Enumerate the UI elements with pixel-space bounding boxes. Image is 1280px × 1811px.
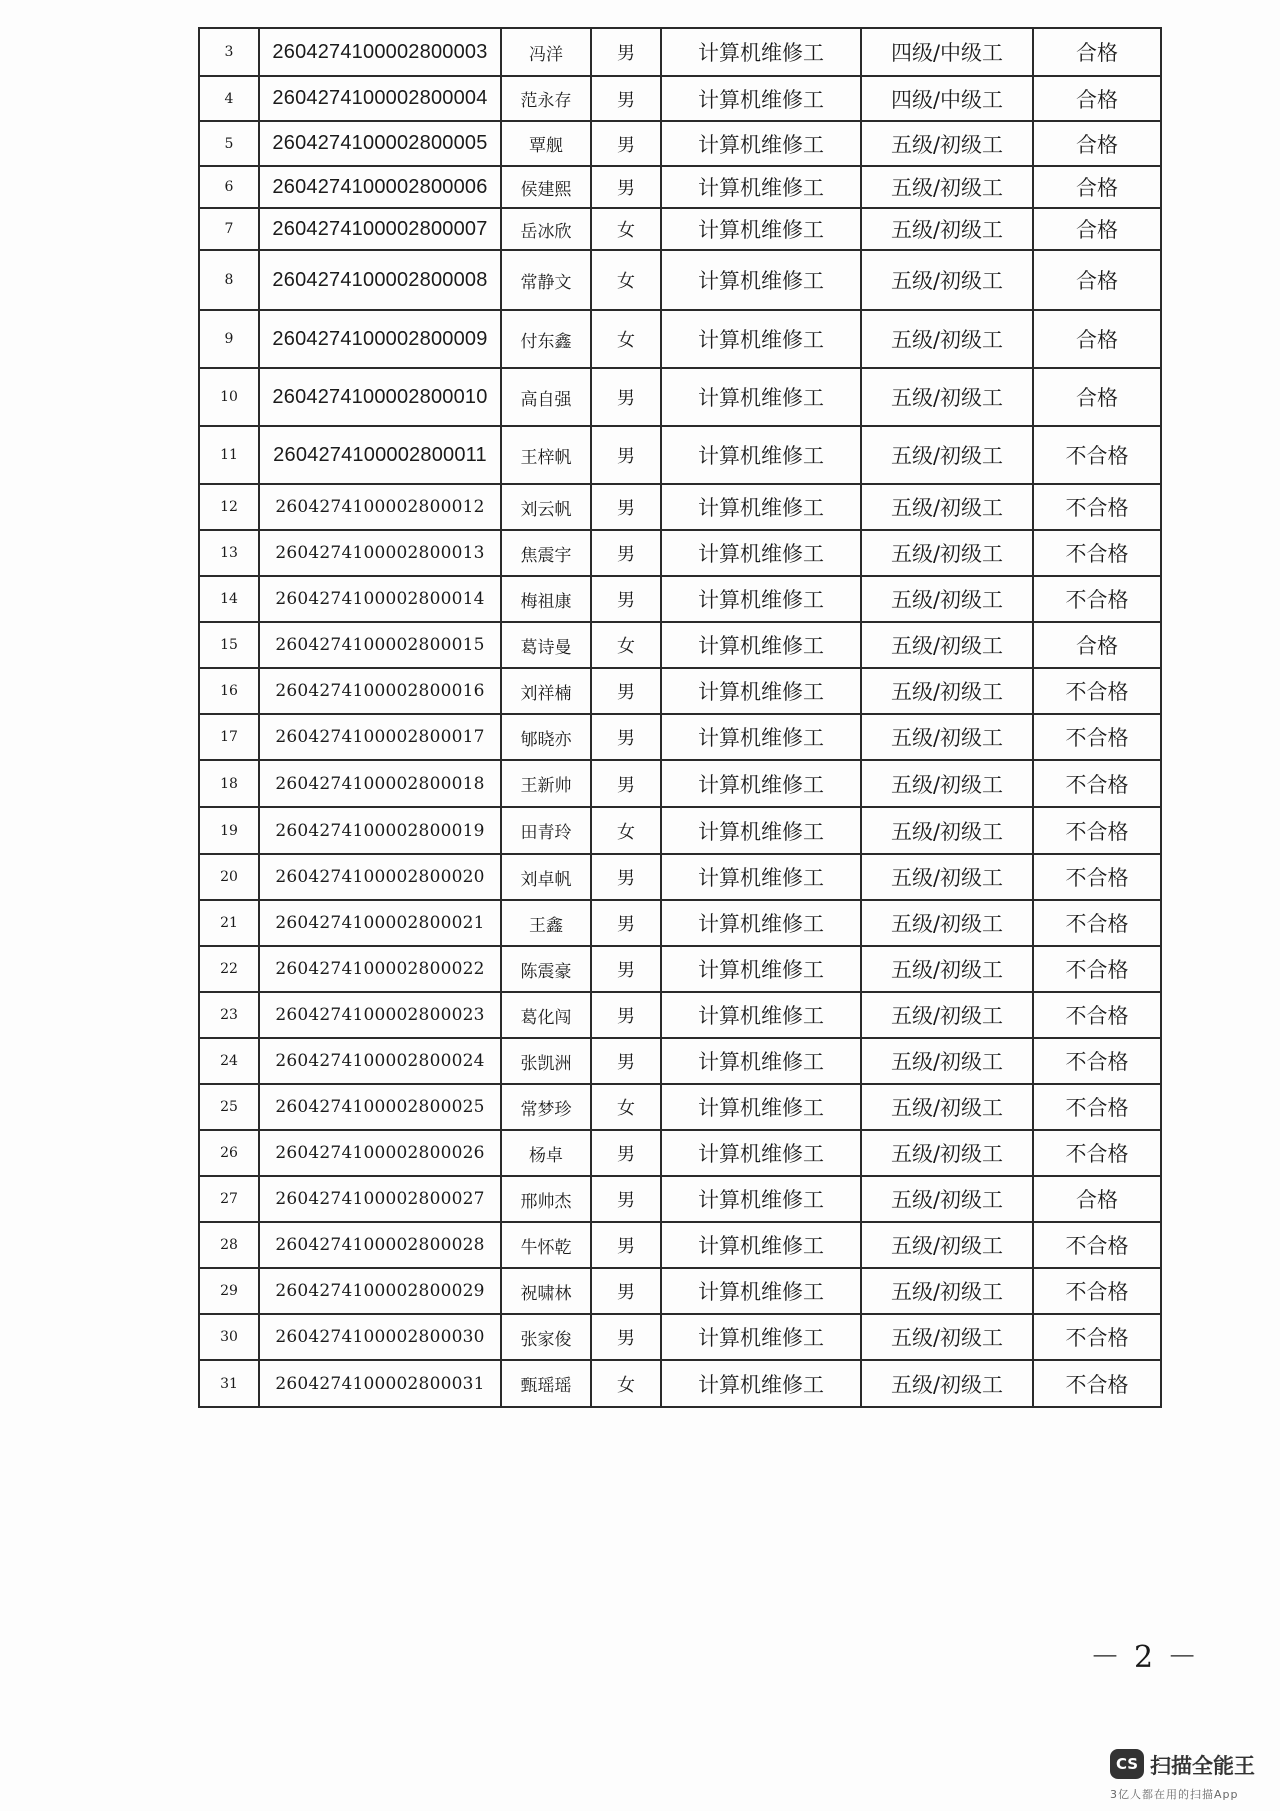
- table-row: [199, 208, 1161, 250]
- skill-level-cell: 五级/初级工: [861, 807, 1033, 854]
- gender-cell: 男: [591, 900, 661, 946]
- table-row: [199, 622, 1161, 668]
- candidate-id-cell: 2604274100002800030: [259, 1314, 501, 1360]
- result-cell: 不合格: [1033, 1314, 1161, 1360]
- row-number-cell: 6: [199, 166, 259, 208]
- candidate-id-cell: 2604274100002800007: [259, 208, 501, 250]
- result-cell: 合格: [1033, 622, 1161, 668]
- skill-level-cell: 五级/初级工: [861, 484, 1033, 530]
- skill-level-cell: 五级/初级工: [861, 426, 1033, 484]
- occupation-cell: 计算机维修工: [661, 1360, 861, 1407]
- occupation-cell: 计算机维修工: [661, 992, 861, 1038]
- result-cell: 不合格: [1033, 668, 1161, 714]
- row-number-cell: 3: [199, 28, 259, 76]
- candidate-id-cell: 2604274100002800016: [259, 668, 501, 714]
- occupation-cell: 计算机维修工: [661, 1130, 861, 1176]
- table-row: [199, 1084, 1161, 1130]
- candidate-name-cell: 焦震宇: [501, 530, 591, 576]
- scanner-watermark: [1110, 1745, 1270, 1805]
- candidate-id-cell: 2604274100002800027: [259, 1176, 501, 1222]
- gender-cell: 男: [591, 426, 661, 484]
- candidate-id-cell: 2604274100002800021: [259, 900, 501, 946]
- table-row: [199, 530, 1161, 576]
- gender-cell: 男: [591, 668, 661, 714]
- occupation-cell: 计算机维修工: [661, 76, 861, 121]
- candidate-name-cell: 王梓帆: [501, 426, 591, 484]
- skill-level-cell: 五级/初级工: [861, 992, 1033, 1038]
- page-number-suffix: －: [1167, 1640, 1212, 1675]
- row-number-cell: 31: [199, 1360, 259, 1407]
- result-cell: 不合格: [1033, 1038, 1161, 1084]
- page-number-prefix: －: [1090, 1640, 1134, 1675]
- candidate-id-cell: 2604274100002800015: [259, 622, 501, 668]
- table-row: [199, 1314, 1161, 1360]
- row-number-cell: 27: [199, 1176, 259, 1222]
- result-cell: 合格: [1033, 121, 1161, 166]
- skill-level-cell: 五级/初级工: [861, 900, 1033, 946]
- candidate-name-cell: 牛怀乾: [501, 1222, 591, 1268]
- occupation-cell: 计算机维修工: [661, 250, 861, 310]
- occupation-cell: 计算机维修工: [661, 121, 861, 166]
- skill-level-cell: 四级/中级工: [861, 76, 1033, 121]
- result-cell: 不合格: [1033, 900, 1161, 946]
- table-row: [199, 250, 1161, 310]
- candidate-name-cell: 郇晓亦: [501, 714, 591, 760]
- candidate-id-cell: 2604274100002800025: [259, 1084, 501, 1130]
- gender-cell: 女: [591, 1084, 661, 1130]
- occupation-cell: 计算机维修工: [661, 900, 861, 946]
- gender-cell: 女: [591, 310, 661, 368]
- gender-cell: 男: [591, 992, 661, 1038]
- result-cell: 不合格: [1033, 426, 1161, 484]
- skill-level-cell: 五级/初级工: [861, 946, 1033, 992]
- candidate-name-cell: 张凯洲: [501, 1038, 591, 1084]
- gender-cell: 男: [591, 484, 661, 530]
- skill-level-cell: 五级/初级工: [861, 854, 1033, 900]
- table-row: [199, 28, 1161, 76]
- skill-level-cell: 五级/初级工: [861, 576, 1033, 622]
- skill-level-cell: 五级/初级工: [861, 250, 1033, 310]
- row-number-cell: 28: [199, 1222, 259, 1268]
- candidate-id-cell: 2604274100002800022: [259, 946, 501, 992]
- occupation-cell: 计算机维修工: [661, 208, 861, 250]
- table-row: [199, 1176, 1161, 1222]
- candidate-id-cell: 2604274100002800029: [259, 1268, 501, 1314]
- row-number-cell: 7: [199, 208, 259, 250]
- occupation-cell: 计算机维修工: [661, 622, 861, 668]
- exam-results-table: [198, 27, 1162, 1408]
- candidate-name-cell: 甄瑶瑶: [501, 1360, 591, 1407]
- table-row: [199, 1222, 1161, 1268]
- candidate-id-cell: 2604274100002800012: [259, 484, 501, 530]
- candidate-id-cell: 2604274100002800006: [259, 166, 501, 208]
- gender-cell: 女: [591, 807, 661, 854]
- result-cell: 不合格: [1033, 714, 1161, 760]
- gender-cell: 男: [591, 576, 661, 622]
- candidate-id-cell: 2604274100002800031: [259, 1360, 501, 1407]
- row-number-cell: 16: [199, 668, 259, 714]
- candidate-id-cell: 2604274100002800024: [259, 1038, 501, 1084]
- table-row: [199, 1130, 1161, 1176]
- result-cell: 合格: [1033, 76, 1161, 121]
- gender-cell: 男: [591, 28, 661, 76]
- table-row: [199, 807, 1161, 854]
- occupation-cell: 计算机维修工: [661, 426, 861, 484]
- table-row: [199, 1038, 1161, 1084]
- row-number-cell: 25: [199, 1084, 259, 1130]
- gender-cell: 男: [591, 166, 661, 208]
- occupation-cell: 计算机维修工: [661, 368, 861, 426]
- row-number-cell: 11: [199, 426, 259, 484]
- gender-cell: 女: [591, 208, 661, 250]
- candidate-id-cell: 2604274100002800018: [259, 760, 501, 807]
- result-cell: 不合格: [1033, 576, 1161, 622]
- skill-level-cell: 五级/初级工: [861, 760, 1033, 807]
- table-row: [199, 992, 1161, 1038]
- skill-level-cell: 五级/初级工: [861, 1268, 1033, 1314]
- page-number: [1090, 1632, 1211, 1676]
- skill-level-cell: 五级/初级工: [861, 166, 1033, 208]
- row-number-cell: 12: [199, 484, 259, 530]
- candidate-id-cell: 2604274100002800023: [259, 992, 501, 1038]
- occupation-cell: 计算机维修工: [661, 166, 861, 208]
- table-row: [199, 166, 1161, 208]
- skill-level-cell: 四级/中级工: [861, 28, 1033, 76]
- occupation-cell: 计算机维修工: [661, 760, 861, 807]
- gender-cell: 男: [591, 1222, 661, 1268]
- result-cell: 不合格: [1033, 1222, 1161, 1268]
- candidate-id-cell: 2604274100002800003: [259, 28, 501, 76]
- row-number-cell: 26: [199, 1130, 259, 1176]
- skill-level-cell: 五级/初级工: [861, 310, 1033, 368]
- candidate-name-cell: 刘祥楠: [501, 668, 591, 714]
- occupation-cell: 计算机维修工: [661, 807, 861, 854]
- gender-cell: 女: [591, 1360, 661, 1407]
- occupation-cell: 计算机维修工: [661, 530, 861, 576]
- skill-level-cell: 五级/初级工: [861, 1038, 1033, 1084]
- candidate-name-cell: 付东鑫: [501, 310, 591, 368]
- candidate-name-cell: 覃舰: [501, 121, 591, 166]
- gender-cell: 男: [591, 1130, 661, 1176]
- row-number-cell: 18: [199, 760, 259, 807]
- table-row: [199, 76, 1161, 121]
- skill-level-cell: 五级/初级工: [861, 1176, 1033, 1222]
- candidate-name-cell: 高自强: [501, 368, 591, 426]
- row-number-cell: 29: [199, 1268, 259, 1314]
- candidate-id-cell: 2604274100002800008: [259, 250, 501, 310]
- candidate-id-cell: 2604274100002800005: [259, 121, 501, 166]
- result-cell: 不合格: [1033, 992, 1161, 1038]
- occupation-cell: 计算机维修工: [661, 28, 861, 76]
- gender-cell: 男: [591, 121, 661, 166]
- row-number-cell: 13: [199, 530, 259, 576]
- row-number-cell: 15: [199, 622, 259, 668]
- gender-cell: 男: [591, 854, 661, 900]
- table-row: [199, 310, 1161, 368]
- table-row: [199, 426, 1161, 484]
- skill-level-cell: 五级/初级工: [861, 121, 1033, 166]
- result-cell: 合格: [1033, 208, 1161, 250]
- skill-level-cell: 五级/初级工: [861, 714, 1033, 760]
- table-row: [199, 946, 1161, 992]
- skill-level-cell: 五级/初级工: [861, 368, 1033, 426]
- candidate-name-cell: 田青玲: [501, 807, 591, 854]
- candidate-name-cell: 王新帅: [501, 760, 591, 807]
- result-cell: 合格: [1033, 310, 1161, 368]
- candidate-name-cell: 岳冰欣: [501, 208, 591, 250]
- skill-level-cell: 五级/初级工: [861, 1222, 1033, 1268]
- occupation-cell: 计算机维修工: [661, 854, 861, 900]
- skill-level-cell: 五级/初级工: [861, 530, 1033, 576]
- table-row: [199, 368, 1161, 426]
- result-cell: 合格: [1033, 166, 1161, 208]
- result-cell: 合格: [1033, 28, 1161, 76]
- result-cell: 不合格: [1033, 854, 1161, 900]
- result-cell: 不合格: [1033, 807, 1161, 854]
- occupation-cell: 计算机维修工: [661, 1222, 861, 1268]
- candidate-name-cell: 祝啸林: [501, 1268, 591, 1314]
- candidate-name-cell: 杨卓: [501, 1130, 591, 1176]
- result-cell: 合格: [1033, 250, 1161, 310]
- candidate-id-cell: 2604274100002800014: [259, 576, 501, 622]
- row-number-cell: 23: [199, 992, 259, 1038]
- table-row: [199, 1360, 1161, 1407]
- gender-cell: 女: [591, 250, 661, 310]
- result-cell: 不合格: [1033, 530, 1161, 576]
- skill-level-cell: 五级/初级工: [861, 1130, 1033, 1176]
- candidate-name-cell: 葛化闯: [501, 992, 591, 1038]
- candidate-name-cell: 刘云帆: [501, 484, 591, 530]
- candidate-name-cell: 冯洋: [501, 28, 591, 76]
- row-number-cell: 14: [199, 576, 259, 622]
- occupation-cell: 计算机维修工: [661, 310, 861, 368]
- table-row: [199, 121, 1161, 166]
- row-number-cell: 9: [199, 310, 259, 368]
- result-cell: 不合格: [1033, 1084, 1161, 1130]
- gender-cell: 男: [591, 1176, 661, 1222]
- camscanner-logo-icon: CS: [1110, 1749, 1144, 1779]
- candidate-id-cell: 2604274100002800028: [259, 1222, 501, 1268]
- candidate-name-cell: 陈震豪: [501, 946, 591, 992]
- row-number-cell: 30: [199, 1314, 259, 1360]
- table-body: [199, 28, 1161, 1407]
- candidate-name-cell: 梅祖康: [501, 576, 591, 622]
- candidate-id-cell: 2604274100002800011: [259, 426, 501, 484]
- result-cell: 不合格: [1033, 1268, 1161, 1314]
- table-row: [199, 576, 1161, 622]
- table-row: [199, 484, 1161, 530]
- result-cell: 不合格: [1033, 760, 1161, 807]
- occupation-cell: 计算机维修工: [661, 1268, 861, 1314]
- occupation-cell: 计算机维修工: [661, 668, 861, 714]
- gender-cell: 男: [591, 1038, 661, 1084]
- row-number-cell: 21: [199, 900, 259, 946]
- watermark-title: 扫描全能王: [1150, 1754, 1255, 1778]
- table-row: [199, 760, 1161, 807]
- result-cell: 合格: [1033, 368, 1161, 426]
- skill-level-cell: 五级/初级工: [861, 208, 1033, 250]
- gender-cell: 男: [591, 1314, 661, 1360]
- occupation-cell: 计算机维修工: [661, 1314, 861, 1360]
- row-number-cell: 24: [199, 1038, 259, 1084]
- row-number-cell: 17: [199, 714, 259, 760]
- occupation-cell: 计算机维修工: [661, 484, 861, 530]
- candidate-id-cell: 2604274100002800019: [259, 807, 501, 854]
- result-cell: 不合格: [1033, 946, 1161, 992]
- candidate-name-cell: 张家俊: [501, 1314, 591, 1360]
- candidate-name-cell: 侯建熙: [501, 166, 591, 208]
- candidate-id-cell: 2604274100002800020: [259, 854, 501, 900]
- result-cell: 合格: [1033, 1176, 1161, 1222]
- table-row: [199, 900, 1161, 946]
- skill-level-cell: 五级/初级工: [861, 1314, 1033, 1360]
- row-number-cell: 19: [199, 807, 259, 854]
- watermark-tagline: 3亿人都在用的扫描App: [1110, 1788, 1239, 1801]
- row-number-cell: 22: [199, 946, 259, 992]
- row-number-cell: 8: [199, 250, 259, 310]
- occupation-cell: 计算机维修工: [661, 1176, 861, 1222]
- candidate-id-cell: 2604274100002800009: [259, 310, 501, 368]
- page-number-value: 2: [1134, 1640, 1168, 1675]
- row-number-cell: 4: [199, 76, 259, 121]
- table-row: [199, 668, 1161, 714]
- candidate-id-cell: 2604274100002800013: [259, 530, 501, 576]
- gender-cell: 女: [591, 622, 661, 668]
- skill-level-cell: 五级/初级工: [861, 1360, 1033, 1407]
- candidate-name-cell: 常梦珍: [501, 1084, 591, 1130]
- table-row: [199, 1268, 1161, 1314]
- skill-level-cell: 五级/初级工: [861, 668, 1033, 714]
- candidate-name-cell: 范永存: [501, 76, 591, 121]
- candidate-id-cell: 2604274100002800026: [259, 1130, 501, 1176]
- gender-cell: 男: [591, 76, 661, 121]
- candidate-id-cell: 2604274100002800004: [259, 76, 501, 121]
- table-row: [199, 714, 1161, 760]
- occupation-cell: 计算机维修工: [661, 576, 861, 622]
- gender-cell: 男: [591, 530, 661, 576]
- row-number-cell: 10: [199, 368, 259, 426]
- result-cell: 不合格: [1033, 484, 1161, 530]
- gender-cell: 男: [591, 760, 661, 807]
- result-cell: 不合格: [1033, 1130, 1161, 1176]
- candidate-name-cell: 王鑫: [501, 900, 591, 946]
- candidate-id-cell: 2604274100002800010: [259, 368, 501, 426]
- occupation-cell: 计算机维修工: [661, 714, 861, 760]
- row-number-cell: 5: [199, 121, 259, 166]
- gender-cell: 男: [591, 368, 661, 426]
- row-number-cell: 20: [199, 854, 259, 900]
- gender-cell: 男: [591, 946, 661, 992]
- skill-level-cell: 五级/初级工: [861, 622, 1033, 668]
- occupation-cell: 计算机维修工: [661, 946, 861, 992]
- table-row: [199, 854, 1161, 900]
- result-cell: 不合格: [1033, 1360, 1161, 1407]
- gender-cell: 男: [591, 714, 661, 760]
- candidate-name-cell: 刘卓帆: [501, 854, 591, 900]
- gender-cell: 男: [591, 1268, 661, 1314]
- candidate-name-cell: 邢帅杰: [501, 1176, 591, 1222]
- occupation-cell: 计算机维修工: [661, 1084, 861, 1130]
- candidate-name-cell: 常静文: [501, 250, 591, 310]
- skill-level-cell: 五级/初级工: [861, 1084, 1033, 1130]
- candidate-name-cell: 葛诗曼: [501, 622, 591, 668]
- occupation-cell: 计算机维修工: [661, 1038, 861, 1084]
- candidate-id-cell: 2604274100002800017: [259, 714, 501, 760]
